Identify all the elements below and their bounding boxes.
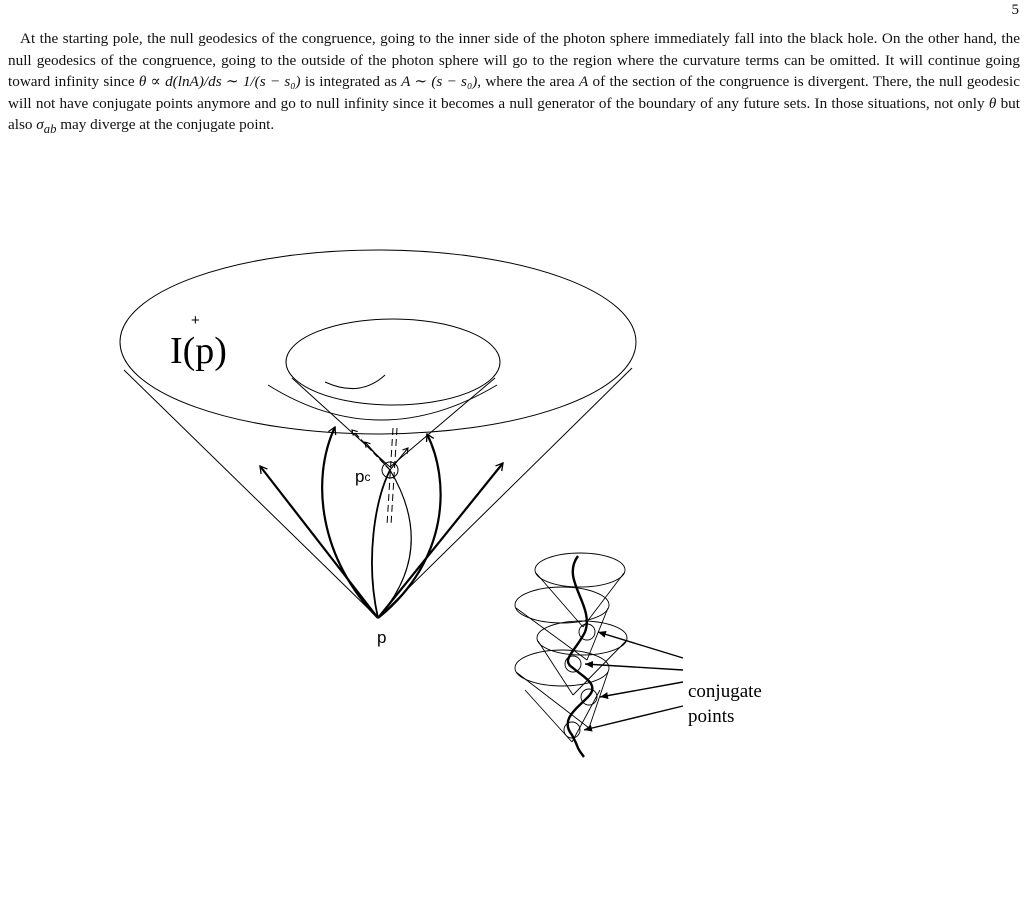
- future-set-dagger: +: [191, 312, 200, 329]
- text-segment: may diverge at the conjugate point.: [56, 116, 275, 134]
- inline-variable: σ: [36, 116, 44, 134]
- future-light-cone: [120, 250, 636, 618]
- inline-subscript: ab: [43, 122, 57, 137]
- inline-formula: A ∼ (s − s₀): [401, 73, 478, 91]
- pc-label-subscript: c: [364, 470, 371, 484]
- pointer-arrow: [600, 682, 683, 697]
- stack-conjugate-circle: [565, 656, 581, 672]
- stack-cone-1: [535, 553, 625, 627]
- text-segment: , where the area: [477, 73, 580, 91]
- text-segment: At the starting pole, the null geodesics of the congruence, going to the inner side of the photon sphere immediately fall into the black hole. On the other hand, the null geodesics of the congruence, going to the outside of the photon sphere will go to the region where the curvature terms can be omitted. It will continue going toward infinity since: [8, 30, 1020, 91]
- geodesic-curve-right-outer: [378, 434, 441, 618]
- text-segment: but also: [8, 94, 1020, 134]
- pointer-arrow: [585, 664, 683, 670]
- pc-label-base: p: [355, 467, 365, 486]
- geodesic-after-pc-right: [390, 448, 408, 470]
- inline-variable: θ: [988, 94, 997, 112]
- text-segment: is integrated as: [300, 73, 402, 91]
- inner-arc-wide: [268, 385, 497, 420]
- null-geodesics: [260, 427, 503, 618]
- geodesic-curve-left-inner: [372, 470, 390, 618]
- point-p-label: p: [377, 628, 387, 647]
- geodesic-after-pc-left: [365, 442, 390, 470]
- inline-variable: A: [579, 73, 589, 91]
- pc-label: [355, 467, 370, 486]
- inner-cone-rim: [286, 319, 500, 405]
- conjugate-pointers: [584, 632, 683, 730]
- future-set-label: I(p): [170, 330, 227, 372]
- cone-right-edge: [378, 368, 632, 618]
- conjugate-points-caption-line2: points: [688, 706, 735, 727]
- page-number: 5: [1011, 2, 1019, 18]
- cone-stack: [515, 553, 627, 757]
- stack-cone-4: [515, 650, 609, 728]
- inline-formula: θ ∝ d(lnA)/ds ∼ 1/(s − s₀): [138, 73, 301, 91]
- cone-left-edge: [124, 370, 378, 618]
- figure-labels: [170, 312, 386, 647]
- stack-cone-2: [515, 587, 609, 660]
- geodesic-straight-left: [260, 466, 378, 618]
- text-segment: of the section of the congruence is divergent. There, the null geodesic will not have conjugate points anymore and go to null infinity since it becomes a null generator of the boundary of any future sets. In those situations, not only: [8, 73, 1020, 112]
- inner-cone-right-edge: [390, 378, 495, 467]
- horizon-double-line: [387, 428, 397, 525]
- inner-cone: [268, 319, 500, 467]
- conjugate-points-caption-line1: conjugate: [688, 681, 762, 702]
- geodesic-curve-left-outer: [322, 427, 378, 618]
- geodesic-curve-right-inner: [378, 470, 411, 618]
- pointer-arrow: [598, 632, 683, 658]
- pointer-arrow: [584, 706, 683, 730]
- inner-arc-small: [325, 375, 385, 389]
